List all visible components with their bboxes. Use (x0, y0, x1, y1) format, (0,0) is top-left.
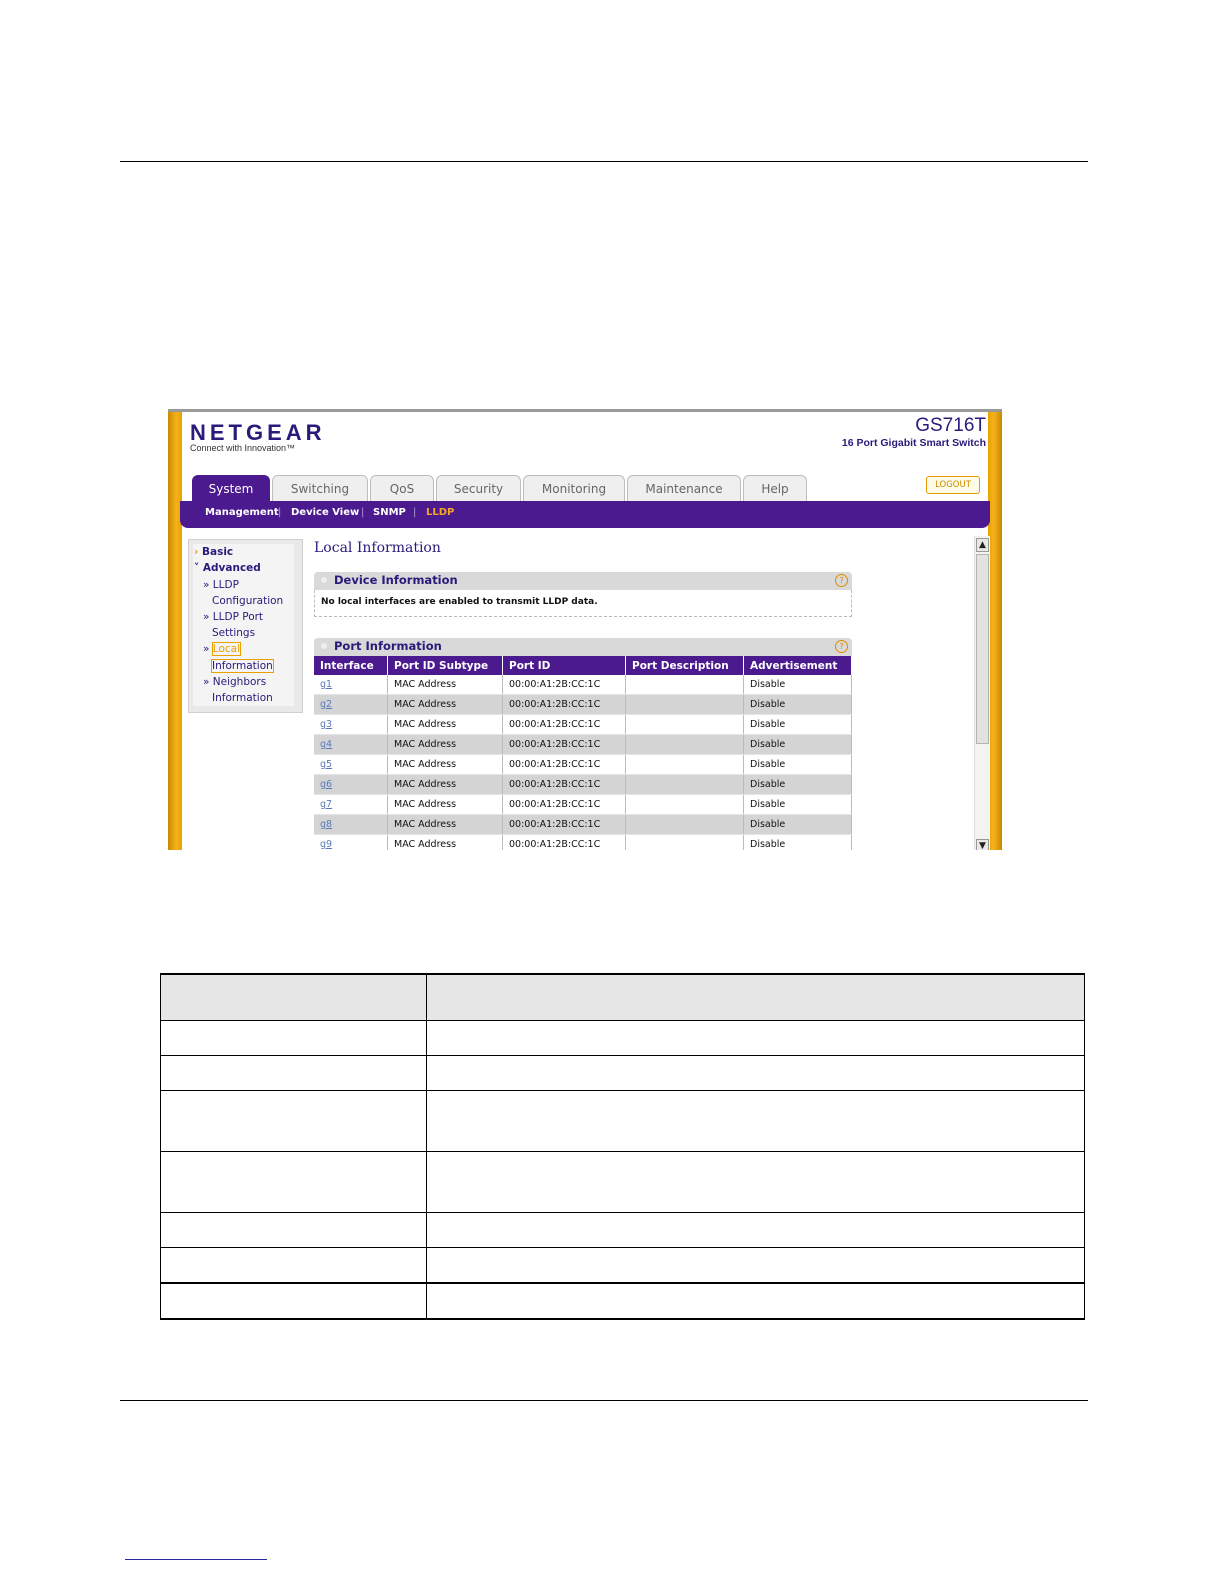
port-id-subtype-cell: MAC Address (388, 675, 503, 695)
port-id-subtype-cell: MAC Address (388, 755, 503, 775)
table-cell (427, 1213, 1085, 1248)
nav-neighbors-information-line2[interactable]: Information (212, 692, 273, 704)
footer-link-underline (125, 1559, 267, 1560)
port-id-cell: 00:00:A1:2B:CC:1C (503, 755, 626, 775)
table-row (161, 1021, 1085, 1056)
table-cell (161, 1152, 427, 1213)
nav-local-information-line1: Local (212, 643, 240, 655)
device-information-title: Device Information (334, 573, 458, 587)
advertisement-cell: Disable (744, 675, 852, 695)
interface-cell (314, 695, 388, 715)
port-id-cell: 00:00:A1:2B:CC:1C (503, 695, 626, 715)
logout-button[interactable]: LOGOUT (926, 476, 980, 494)
page-title: Local Information (314, 540, 441, 556)
help-icon[interactable]: ? (835, 640, 848, 653)
device-information-header (314, 572, 852, 590)
nav-lldp-port-settings[interactable] (203, 611, 263, 623)
model-name: GS716T (915, 415, 986, 436)
interface-cell (314, 735, 388, 755)
subnav-device-view[interactable]: Device View (291, 507, 360, 518)
port-id-subtype-cell: MAC Address (388, 735, 503, 755)
port-id-subtype-cell: MAC Address (388, 835, 503, 851)
tab-maintenance[interactable]: Maintenance (627, 475, 741, 501)
nav-advanced-label: Advanced (202, 562, 261, 574)
column-header-port-id: Port ID (503, 656, 626, 675)
table-cell (161, 1283, 427, 1319)
port-id-cell: 00:00:A1:2B:CC:1C (503, 815, 626, 835)
table-row (314, 755, 852, 775)
tab-security[interactable]: Security (436, 475, 521, 501)
model-block (842, 415, 986, 449)
port-information-panel (314, 638, 852, 850)
interface-cell (314, 835, 388, 851)
port-id-subtype-cell: MAC Address (388, 815, 503, 835)
table-cell (161, 974, 427, 1021)
device-information-body (314, 590, 852, 617)
arrow-right-icon: › (194, 546, 199, 558)
double-chevron-icon: » (203, 579, 210, 591)
double-chevron-icon: » (203, 611, 210, 623)
port-id-cell: 00:00:A1:2B:CC:1C (503, 795, 626, 815)
table-cell (427, 1152, 1085, 1213)
port-id-cell: 00:00:A1:2B:CC:1C (503, 715, 626, 735)
interface-link[interactable]: g4 (320, 739, 333, 750)
table-cell (161, 1213, 427, 1248)
table-row (161, 1056, 1085, 1091)
table-row (161, 1213, 1085, 1248)
port-description-cell (626, 795, 744, 815)
interface-link[interactable]: g2 (320, 699, 333, 710)
table-cell (427, 1248, 1085, 1284)
port-description-cell (626, 715, 744, 735)
device-information-panel (314, 572, 852, 617)
nav-neighbors-information-line1: Neighbors (212, 676, 267, 688)
column-header-port-id-subtype: Port ID Subtype (388, 656, 503, 675)
netgear-logo (190, 420, 326, 453)
interface-cell (314, 815, 388, 835)
tab-system[interactable]: System (192, 475, 270, 501)
description-table (160, 973, 1085, 1320)
interface-link[interactable]: g1 (320, 679, 333, 690)
table-cell (161, 1056, 427, 1091)
port-description-cell (626, 755, 744, 775)
table-row (314, 675, 852, 695)
column-header-interface: Interface (314, 656, 388, 675)
subnav-snmp[interactable]: SNMP (373, 507, 406, 518)
interface-cell (314, 675, 388, 695)
nav-lldp-configuration-line2[interactable]: Configuration (212, 595, 284, 607)
port-description-cell (626, 675, 744, 695)
port-id-cell: 00:00:A1:2B:CC:1C (503, 835, 626, 851)
table-cell (427, 1056, 1085, 1091)
interface-link[interactable]: g3 (320, 719, 333, 730)
port-description-cell (626, 815, 744, 835)
table-row (314, 815, 852, 835)
table-row (161, 1091, 1085, 1152)
subnav-separator: | (278, 507, 282, 518)
port-description-cell (626, 695, 744, 715)
table-row (161, 1248, 1085, 1284)
nav-lldp-port-settings-line2[interactable]: Settings (212, 627, 256, 639)
port-description-cell (626, 775, 744, 795)
table-row (161, 1152, 1085, 1213)
scroll-thumb[interactable] (976, 554, 989, 744)
table-row (314, 775, 852, 795)
port-description-cell (626, 735, 744, 755)
interface-link[interactable]: g5 (320, 759, 333, 770)
brand-name: NETGEAR (190, 420, 326, 445)
subnav-separator: | (361, 507, 365, 518)
table-row (161, 1283, 1085, 1319)
interface-link[interactable]: g7 (320, 799, 333, 810)
collapse-icon[interactable] (321, 577, 327, 583)
port-id-subtype-cell: MAC Address (388, 795, 503, 815)
port-id-cell: 00:00:A1:2B:CC:1C (503, 775, 626, 795)
tab-qos[interactable]: QoS (370, 475, 434, 501)
advertisement-cell: Disable (744, 735, 852, 755)
table-row (314, 715, 852, 735)
port-information-header (314, 638, 852, 656)
table-cell (427, 1283, 1085, 1319)
header-rule (120, 161, 1088, 162)
advertisement-cell: Disable (744, 695, 852, 715)
collapse-icon[interactable] (321, 643, 327, 649)
scroll-down-icon[interactable]: ▼ (976, 839, 989, 850)
port-id-cell: 00:00:A1:2B:CC:1C (503, 735, 626, 755)
nav-local-information[interactable] (203, 643, 240, 655)
footer-rule (120, 1400, 1088, 1401)
double-chevron-icon: » (203, 643, 210, 655)
port-information-table (314, 656, 852, 850)
port-id-cell: 00:00:A1:2B:CC:1C (503, 675, 626, 695)
nav-basic[interactable] (194, 546, 233, 558)
port-table-body (314, 675, 852, 850)
advertisement-cell: Disable (744, 835, 852, 851)
chevron-down-icon: ˅ (194, 562, 200, 574)
help-icon[interactable]: ? (835, 574, 848, 587)
table-cell (161, 1248, 427, 1284)
table-row (314, 735, 852, 755)
interface-link[interactable]: g6 (320, 779, 333, 790)
nav-local-information-line2[interactable]: Information (212, 660, 273, 672)
advertisement-cell: Disable (744, 775, 852, 795)
table-header-row (161, 974, 1085, 1021)
advertisement-cell: Disable (744, 755, 852, 775)
table-cell (161, 1091, 427, 1152)
nav-lldp-configuration[interactable] (203, 579, 239, 591)
nav-lldp-configuration-line1: LLDP (212, 579, 239, 591)
table-cell (161, 1021, 427, 1056)
switch-ui-screenshot (168, 409, 1002, 850)
subnav-separator: | (413, 507, 417, 518)
table-row (314, 695, 852, 715)
interface-link[interactable]: g8 (320, 819, 333, 830)
tab-switching[interactable]: Switching (272, 475, 368, 501)
column-header-advertisement: Advertisement (744, 656, 852, 675)
scroll-up-icon[interactable]: ▲ (976, 538, 989, 552)
brand-tagline: Connect with Innovation™ (190, 443, 296, 453)
interface-cell (314, 795, 388, 815)
table-cell (427, 1021, 1085, 1056)
port-information-title: Port Information (334, 639, 442, 653)
vertical-scrollbar[interactable] (974, 536, 990, 850)
advertisement-cell: Disable (744, 715, 852, 735)
table-cell (427, 1091, 1085, 1152)
nav-neighbors-information[interactable] (203, 676, 266, 688)
column-header-port-description: Port Description (626, 656, 744, 675)
frame-left-edge (168, 412, 182, 850)
nav-advanced[interactable] (194, 562, 261, 574)
table-header-row (314, 656, 852, 675)
left-navigation (188, 539, 303, 713)
interface-link[interactable]: g9 (320, 839, 333, 850)
table-row (314, 835, 852, 851)
interface-cell (314, 775, 388, 795)
advertisement-cell: Disable (744, 815, 852, 835)
port-id-subtype-cell: MAC Address (388, 775, 503, 795)
table-row (314, 795, 852, 815)
double-chevron-icon: » (203, 676, 210, 688)
interface-cell (314, 755, 388, 775)
tab-help[interactable]: Help (743, 475, 807, 501)
subnav-management[interactable]: Management (205, 507, 279, 518)
tab-monitoring[interactable]: Monitoring (523, 475, 625, 501)
nav-basic-label: Basic (201, 546, 234, 558)
sub-navigation (180, 501, 990, 528)
interface-cell (314, 715, 388, 735)
nav-lldp-port-settings-line1: LLDP Port (212, 611, 264, 623)
model-description: 16 Port Gigabit Smart Switch (841, 437, 986, 449)
port-id-subtype-cell: MAC Address (388, 715, 503, 735)
frame-right-edge (988, 412, 1002, 850)
subnav-lldp[interactable]: LLDP (426, 507, 455, 518)
advertisement-cell: Disable (744, 795, 852, 815)
port-description-cell (626, 835, 744, 851)
device-information-message: No local interfaces are enabled to transmit LLDP data. (321, 597, 598, 607)
table-cell (427, 974, 1085, 1021)
port-id-subtype-cell: MAC Address (388, 695, 503, 715)
